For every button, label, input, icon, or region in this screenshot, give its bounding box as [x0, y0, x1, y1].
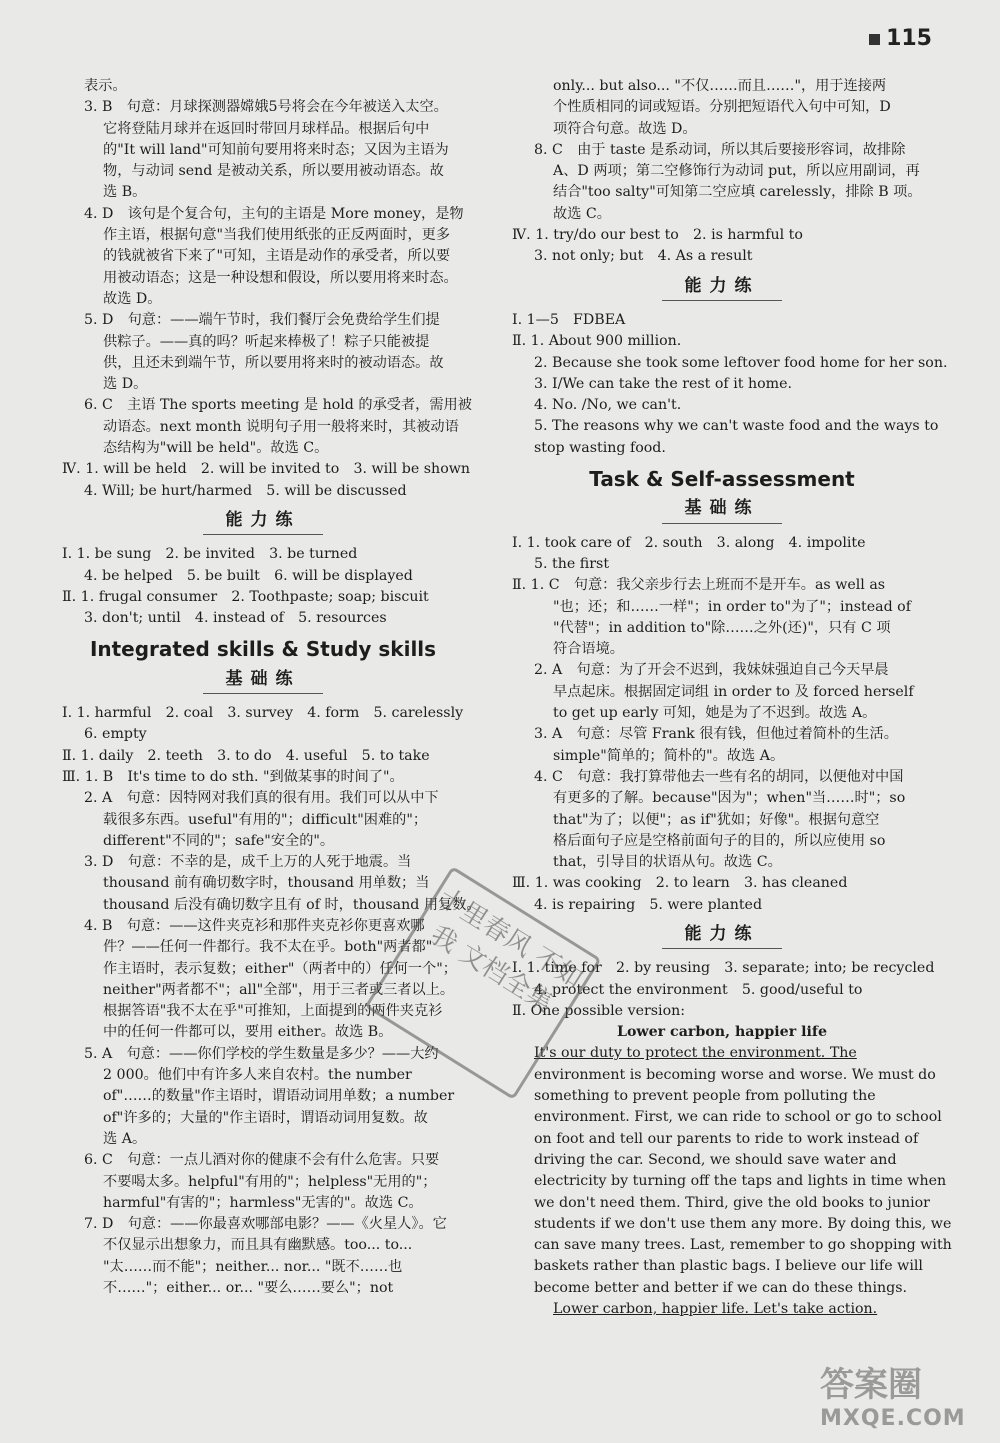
answer-line: neither"两者都不"；all"全部"，用于三者或三者以上。 — [103, 981, 455, 998]
answer-line: 不……"；either... or... "要么……要么"；not — [103, 1280, 394, 1297]
answer-line: 格后面句子应是空格前面句子的目的，所以应使用 so — [553, 832, 886, 849]
answer-line: 故选 D。 — [103, 290, 162, 307]
answer-line: 选 D。 — [103, 376, 148, 393]
answer-line: 态结构为"will be held"。故选 C。 — [103, 440, 329, 457]
answer-line: of"……的数量"作主语时，谓语动词用单数；a number — [103, 1088, 455, 1105]
answer-line: Lower carbon, happier life — [616, 1024, 828, 1041]
answer-line: driving the car. Second, we should save water and — [534, 1151, 897, 1168]
answer-line: Ⅲ. 1. was cooking 2. to learn 3. has cleaned — [512, 875, 848, 892]
answer-line: harmful"有害的"；harmless"无害的"。故选 C。 — [103, 1194, 423, 1211]
answer-line: "太……而不能"；neither... nor... "既不……也 — [103, 1258, 403, 1275]
answer-line: Ⅱ. 1. daily 2. teeth 3. to do 4. useful 5. to take — [62, 747, 430, 764]
answer-line: 2 000。他们中有许多人来自农村。the number — [103, 1067, 412, 1084]
logo-line-2: MXQE.COM — [820, 1406, 966, 1431]
logo-line-1: 答案圈 — [820, 1365, 922, 1405]
answer-line: simple"简单的；简朴的"。故选 A。 — [553, 747, 785, 764]
answer-line: Ⅰ. 1. harmful 2. coal 3. survey 4. form 5. carelessly — [62, 705, 464, 722]
answer-line: 3. don't; until 4. instead of 5. resources — [84, 610, 387, 627]
answer-line: 它将登陆月球并在返回时带回月球样品。根据后句中 — [103, 120, 430, 137]
left-column — [62, 76, 481, 1299]
section-heading: 能力练 — [62, 510, 464, 535]
answer-line: 2. A 句意：因特网对我们真的很有用。我们可以从中下 — [84, 790, 439, 807]
watermark-stamp: 十里春风 不如我 文档全集 — [364, 866, 601, 1100]
answer-line: 的钱就被省下来了"可知，主语是动作的承受者，所以要 — [103, 248, 451, 265]
answer-line: 不要喝太多。helpful"有用的"；helpless"无用的"； — [103, 1173, 437, 1190]
answer-line: thousand 前有确切数字时，thousand 用单数；当 — [103, 875, 430, 892]
answer-line: something to prevent people from polluting the — [534, 1088, 876, 1105]
answer-line: 表示。 — [84, 78, 127, 94]
answer-line: 物，与动词 send 是被动关系，所以要用被动语态。故 — [103, 163, 444, 180]
answer-line: 3. D 句意：不幸的是，成千上万的人死于地震。当 — [84, 854, 412, 871]
answer-line: can save many trees. Last, remember to go shopping with — [534, 1237, 952, 1254]
answer-line: that"为了；以便"；as if"犹如；好像"。根据句意空 — [553, 811, 880, 828]
answer-line: 5. A 句意：——你们学校的学生数量是多少？——大约 — [84, 1045, 439, 1062]
answer-line: 2. Because she took some leftover food home for her son. — [534, 354, 948, 371]
answer-line: environment is becoming worse and worse. We must do — [534, 1066, 936, 1083]
answer-line: 4. protect the environment 5. good/useful to — [534, 981, 863, 998]
answer-line: Ⅱ. 1. frugal consumer 2. Toothpaste; soap; biscuit — [62, 588, 429, 605]
answer-line: Ⅲ. 1. B It's time to do sth. "到做某事的时间了"。 — [62, 768, 404, 785]
answer-line: 4. B 句意：——这件夹克衫和那件夹克衫你更喜欢哪 — [84, 917, 425, 934]
answer-line: 载很多东西。useful"有用的"；difficult"困难的"； — [103, 811, 428, 828]
answer-line: 4. is repairing 5. were planted — [534, 896, 763, 913]
answer-line: 4. C 句意：我打算带他去一些有名的胡同，以便他对中国 — [534, 768, 904, 785]
answer-line: Ⅱ. 1. C 句意：我父亲步行去上班而不是开车。as well as — [512, 577, 886, 594]
answer-line: 作主语，根据句意"当我们使用纸张的正反两面时，更多 — [103, 227, 451, 244]
answer-line: 结合"too salty"可知第二空应填 carelessly，排除 B 项。 — [553, 184, 922, 201]
answer-line: "代替"；in addition to"除……之外(还)"，只有 C 项 — [553, 619, 891, 636]
answer-line: Ⅱ. 1. About 900 million. — [512, 333, 682, 350]
answer-line: 项符合句意。故选 D。 — [553, 120, 697, 137]
answer-line: become better and better if we can do these things. — [534, 1279, 907, 1296]
section-heading: 能力练 — [512, 276, 932, 301]
page-mark-icon — [869, 34, 880, 45]
answer-line: of"许多的；大量的"作主语时，谓语动词用复数。故 — [103, 1109, 428, 1126]
answer-line: 6. empty — [84, 726, 147, 743]
answer-line: electricity by turning off the taps and lights in time when — [534, 1173, 947, 1190]
answer-line: 8. C 由于 taste 是系动词，所以其后要接形容词，故排除 — [534, 141, 906, 158]
section-heading: 基础练 — [62, 669, 464, 694]
unit-heading: Integrated skills & Study skills — [89, 637, 437, 662]
answer-line: 5. The reasons why we can't waste food and the ways to — [534, 418, 939, 435]
section-heading: 基础练 — [512, 498, 932, 523]
answer-line: 早点起床。根据固定词组 in order to 及 forced herself — [553, 683, 914, 700]
answer-line: stop wasting food. — [534, 439, 666, 456]
answer-line: Ⅳ. 1. will be held 2. will be invited to 3. will be shown — [62, 461, 471, 478]
answer-line: 供粽子。——真的吗？听起来棒极了！粽子只能被提 — [103, 333, 430, 350]
site-logo — [820, 1357, 980, 1437]
answer-line: 不仅显示出想象力，而且具有幽默感。too... to... — [103, 1237, 413, 1254]
answer-line: 符合语境。 — [553, 641, 624, 658]
answer-line: Ⅰ. 1. took care of 2. south 3. along 4. impolite — [512, 534, 866, 551]
answer-line: 供，且还未到端午节，所以要用将来时的被动语态。故 — [103, 354, 444, 371]
unit-heading: Task & Self-assessment — [589, 467, 855, 492]
section-heading: 能力练 — [512, 924, 932, 949]
answer-line: 3. B 句意：月球探测器嫦娥5号将会在今年被送入太空。 — [84, 99, 448, 116]
answer-line: 3. A 句意：尽管 Frank 很有钱，但他过着简朴的生活。 — [534, 726, 898, 743]
answer-line: Ⅳ. 1. try/do our best to 2. is harmful to — [512, 227, 803, 244]
answer-line: Ⅰ. 1. be sung 2. be invited 3. be turned — [62, 546, 358, 563]
answer-line: 用被动语态；这是一种设想和假设，所以要用将来时态。 — [103, 269, 458, 286]
answer-line: Ⅰ. 1—5 FDBEA — [512, 311, 626, 328]
answer-line: to get up early 可知，她是为了不迟到。故选 A。 — [553, 705, 877, 722]
answer-line: that，引导目的状语从句。故选 C。 — [553, 854, 782, 871]
answer-line: 5. D 句意：——端午节时，我们餐厅会免费给学生们提 — [84, 312, 440, 329]
answer-line: students if we don't use them any more. By doing this, we — [534, 1215, 952, 1232]
answer-line: 4. be helped 5. be built 6. will be displayed — [84, 567, 413, 584]
answer-line: 3. not only; but 4. As a result — [534, 248, 753, 265]
answer-line: only... but also... "不仅……而且……"，用于连接两 — [553, 78, 887, 94]
answer-line: 4. D 该句是个复合句，主句的主语是 More money，是物 — [84, 205, 464, 222]
answer-line: 作主语时，表示复数；either"（两者中的）任何一个"； — [103, 960, 457, 977]
answer-line: 选 A。 — [103, 1130, 147, 1147]
answer-line: 6. C 主语 The sports meeting 是 hold 的承受者，需用被 — [84, 397, 472, 414]
answer-line: 故选 C。 — [553, 205, 611, 222]
answer-line: on foot and tell our parents to ride to work instead of — [534, 1130, 919, 1147]
answer-line: 的"It will land"可知前句要用将来时态；又因为主语为 — [103, 141, 449, 158]
answer-line: "也；还；和……一样"；in order to"为了"；instead of — [553, 598, 911, 615]
answer-line: 4. Will; be hurt/harmed 5. will be discussed — [84, 482, 407, 499]
answer-line: Ⅱ. One possible version: — [512, 1002, 686, 1019]
answer-line: Ⅰ. 1. time for 2. by reusing 3. separate; into; be recycled — [512, 960, 935, 977]
answer-line: 7. D 句意：——你最喜欢哪部电影？——《火星人》。它 — [84, 1216, 447, 1233]
answer-line: 中的任何一件都可以，要用 either。故选 B。 — [103, 1024, 393, 1041]
answer-line: environment. First, we can ride to school or go to school — [534, 1109, 942, 1126]
answer-line: thousand 后没有确切数字且有 of 时，thousand 用复数。 — [103, 896, 481, 913]
answer-line: baskets rather than plastic bags. I believe our life will — [534, 1258, 923, 1275]
page-number: 115 — [869, 26, 932, 51]
right-column — [512, 76, 952, 1320]
answer-line: 件？——任何一件都行。我不太在乎。both"两者都" — [103, 939, 433, 956]
answer-line: Lower carbon, happier life. Let's take action. — [553, 1301, 878, 1318]
answer-line: It's our duty to protect the environment. The — [534, 1045, 857, 1062]
answer-line: 有更多的了解。because"因为"；when"当……时"；so — [553, 790, 906, 807]
answer-line: 3. I/We can take the rest of it home. — [534, 375, 792, 392]
answer-line: 动语态。next month 说明句子用一般将来时，其被动语 — [103, 418, 459, 435]
answer-line: 5. the first — [534, 555, 610, 572]
answer-line: 2. A 句意：为了开会不迟到，我妹妹强迫自己今天早晨 — [534, 662, 889, 679]
answer-line: we don't need them. Third, give the old books to junior — [534, 1194, 930, 1211]
answer-line: A、D 两项；第二空修饰行为动词 put，所以应用副词，再 — [553, 163, 920, 180]
answer-line: 选 B。 — [103, 184, 147, 201]
answer-line: 6. C 句意：一点儿酒对你的健康不会有什么危害。只要 — [84, 1152, 440, 1169]
answer-line: 个性质相同的词或短语。分别把短语代入句中可知，D — [553, 99, 891, 116]
answer-line: 4. No. /No, we can't. — [534, 397, 682, 414]
answer-line: different"不同的"；safe"安全的"。 — [103, 832, 335, 849]
answer-line: 根据答语"我不太在乎"可推知，上面提到的两件夹克衫 — [103, 1003, 443, 1020]
